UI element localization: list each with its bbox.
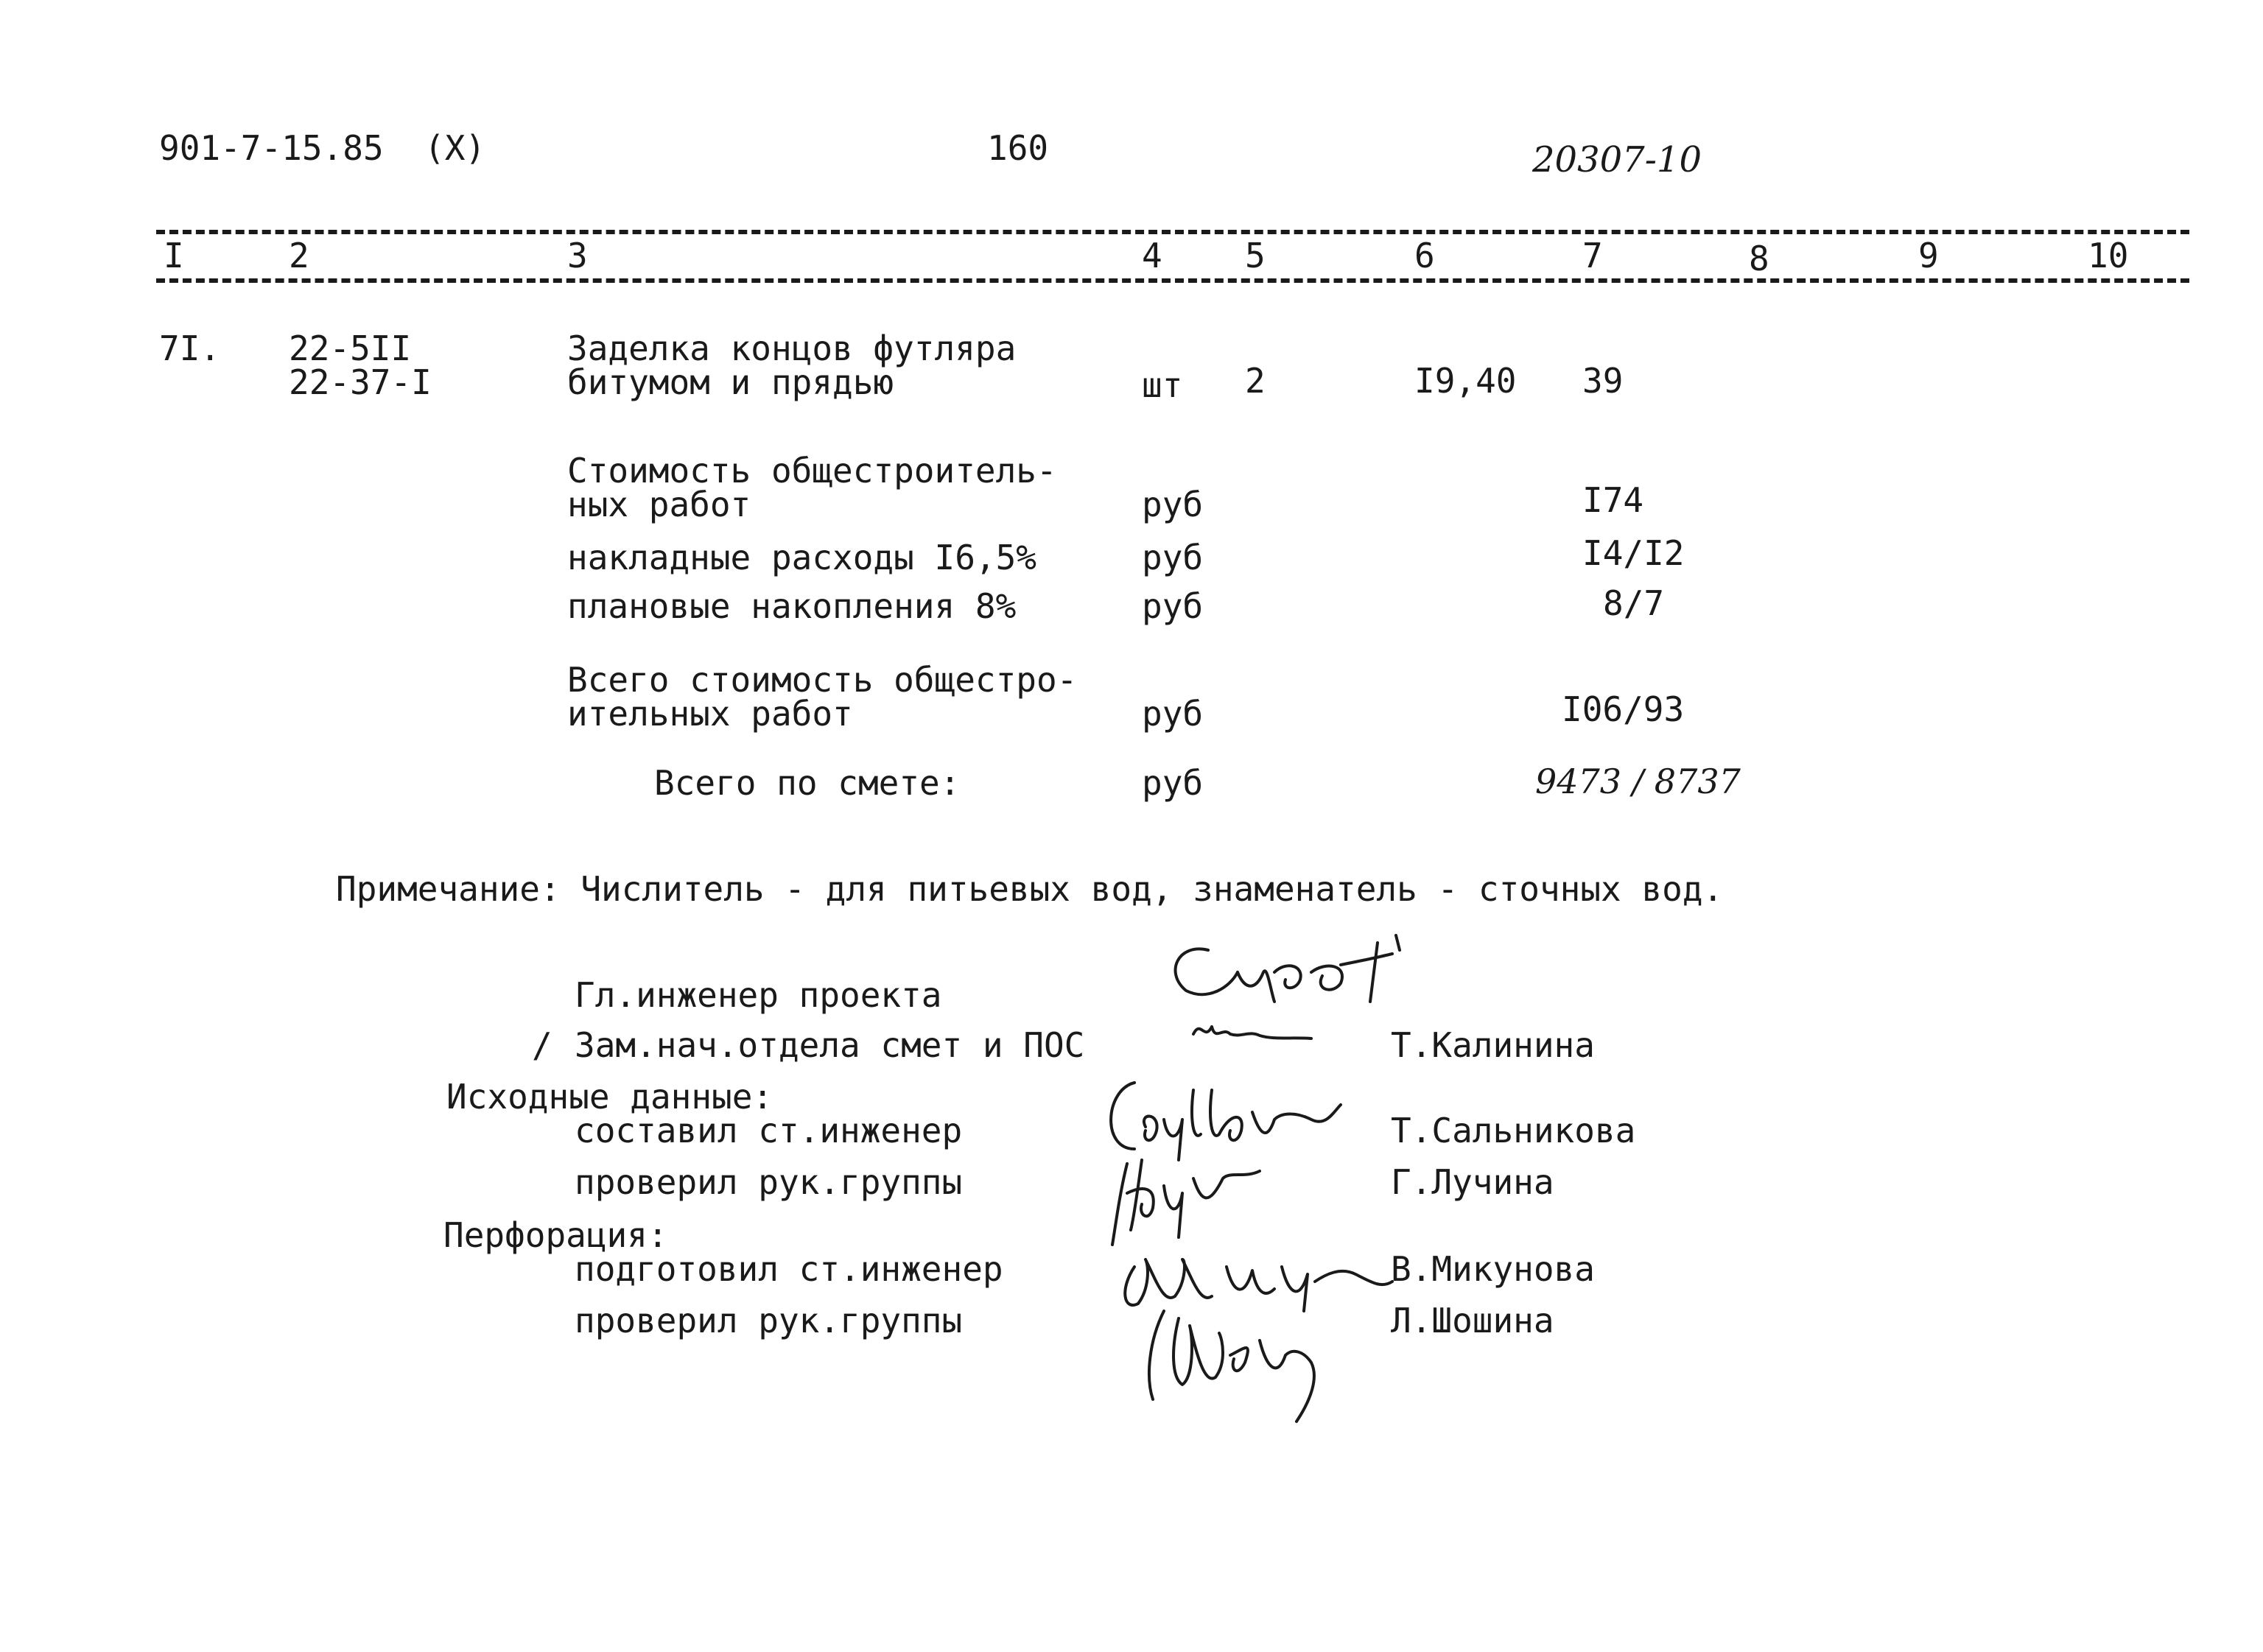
name-deputy: Т.Калинина [1391,1025,1595,1065]
column-header-3: 3 [567,236,588,275]
summary-label: ных работ [567,485,751,524]
summary-label: Всего стоимость общестро- [567,660,1078,700]
column-header-2: 2 [289,236,309,275]
document-code: 901-7-15.85 (X) [159,128,486,168]
name-checked-2: Л.Шошина [1391,1301,1554,1340]
name-prepared: В.Микунова [1391,1249,1595,1289]
summary-value: I4/I2 [1582,533,1685,573]
row-description: битумом и прядью [567,362,894,402]
column-header-8: 8 [1749,239,1769,278]
page-number: 160 [987,128,1049,168]
summary-label: ительных работ [567,694,853,734]
column-header-5: 5 [1245,236,1266,275]
summary-label: плановые накопления 8% [567,586,1017,626]
note: Примечание: Числитель - для питьевых вод, знаменатель - сточных вод. [336,869,1724,909]
summary-value: I06/93 [1562,689,1685,729]
role-chief-engineer: Гл.инженер проекта [575,975,942,1015]
column-header-9: 9 [1918,236,1939,275]
header-rule-top [156,230,2189,234]
header-rule-bottom [156,278,2189,283]
grand-total-unit: руб [1142,763,1204,803]
perforation-heading: Перфорация: [443,1215,668,1255]
role-deputy: Зам.нач.отдела смет и ПОС [575,1025,1085,1065]
role-checked-2: проверил рук.группы [575,1301,963,1340]
row-unit: шт [1142,365,1183,405]
summary-label: Стоимость общестроитель- [567,451,1057,491]
row-number: 7I. [159,328,221,368]
row-code: 22-37-I [289,362,432,402]
signature-checked-2 [1120,1296,1370,1429]
grand-total-label: Всего по смете: [654,763,961,803]
signature-checked [1098,1142,1289,1252]
summary-unit: руб [1142,694,1204,734]
row-code: 22-5II [289,328,412,368]
column-header-7: 7 [1582,236,1603,275]
summary-unit: руб [1142,538,1204,577]
row-quantity: 2 [1245,361,1266,401]
deputy-mark: / [532,1025,552,1065]
summary-unit: руб [1142,485,1204,524]
role-checked: проверил рук.группы [575,1162,963,1202]
archive-number: 20307-10 [1532,139,1702,180]
column-header-6: 6 [1414,236,1435,275]
summary-unit: руб [1142,586,1204,626]
row-price: I9,40 [1414,361,1517,401]
summary-value: I74 [1582,480,1644,520]
column-header-4: 4 [1142,236,1162,275]
column-header-1: I [164,236,184,275]
name-compiled: Т.Сальникова [1391,1111,1636,1150]
summary-label: накладные расходы I6,5% [567,538,1036,577]
signature-chief-engineer [1157,921,1422,1016]
role-prepared: подготовил ст.инженер [575,1249,1003,1289]
summary-value: 8/7 [1603,583,1665,623]
source-data-heading: Исходные данные: [446,1077,773,1117]
grand-total-value: 9473 / 8737 [1535,762,1741,801]
column-header-10: 10 [2088,236,2129,275]
role-compiled: составил ст.инженер [575,1111,963,1150]
signature-deputy [1179,1012,1326,1056]
row-total: 39 [1582,361,1624,401]
row-description: Заделка концов футляра [567,328,1017,368]
name-checked: Г.Лучина [1391,1162,1554,1202]
